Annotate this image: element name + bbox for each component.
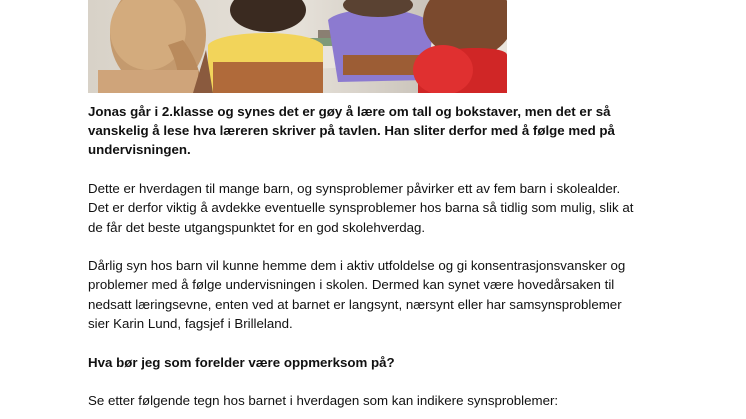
lead-line: vanskelig å lese hva læreren skriver på tavlen. Han sliter derfor med å følge med på xyxy=(88,123,615,139)
paragraph-line: nedsatt læringsevne, enten ved at barnet er langsynt, nærsynt eller har samsynsproblemer xyxy=(88,296,622,312)
paragraph-line: Dette er hverdagen til mange barn, og synsproblemer påvirker ett av fem barn i skolealder. xyxy=(88,181,621,197)
paragraph-line: Dårlig syn hos barn vil kunne hemme dem i aktiv utfoldelse og gi konsentrasjonsvansker og xyxy=(88,258,626,274)
paragraph-line: sier Karin Lund, fagsjef i Brilleland. xyxy=(88,315,293,331)
article-lead xyxy=(88,102,688,160)
classroom-illustration xyxy=(88,0,507,93)
paragraph-line: de får det beste utgangspunktet for en god skolehverdag. xyxy=(88,219,426,235)
classroom-photo xyxy=(88,0,507,93)
lead-line: Jonas går i 2.klasse og synes det er gøy å lære om tall og bokstaver, men det er så xyxy=(88,104,611,119)
paragraph-2 xyxy=(88,256,688,333)
paragraph-line: problemer med å følge undervisningen i skolen. Dermed kan synet være hovedårsaken til xyxy=(88,277,615,293)
section-question: Hva bør jeg som forelder være oppmerksom på? xyxy=(88,354,395,370)
paragraph-line: Det er derfor viktig å avdekke eventuelle synsproblemer hos barna så tidlig som mulig, slik at xyxy=(88,200,634,216)
paragraph-1 xyxy=(88,179,688,237)
lead-line: undervisningen. xyxy=(88,142,191,158)
article-body xyxy=(88,102,688,419)
paragraph-3: Se etter følgende tegn hos barnet i hverdagen som kan indikere synsproblemer: xyxy=(88,393,559,409)
